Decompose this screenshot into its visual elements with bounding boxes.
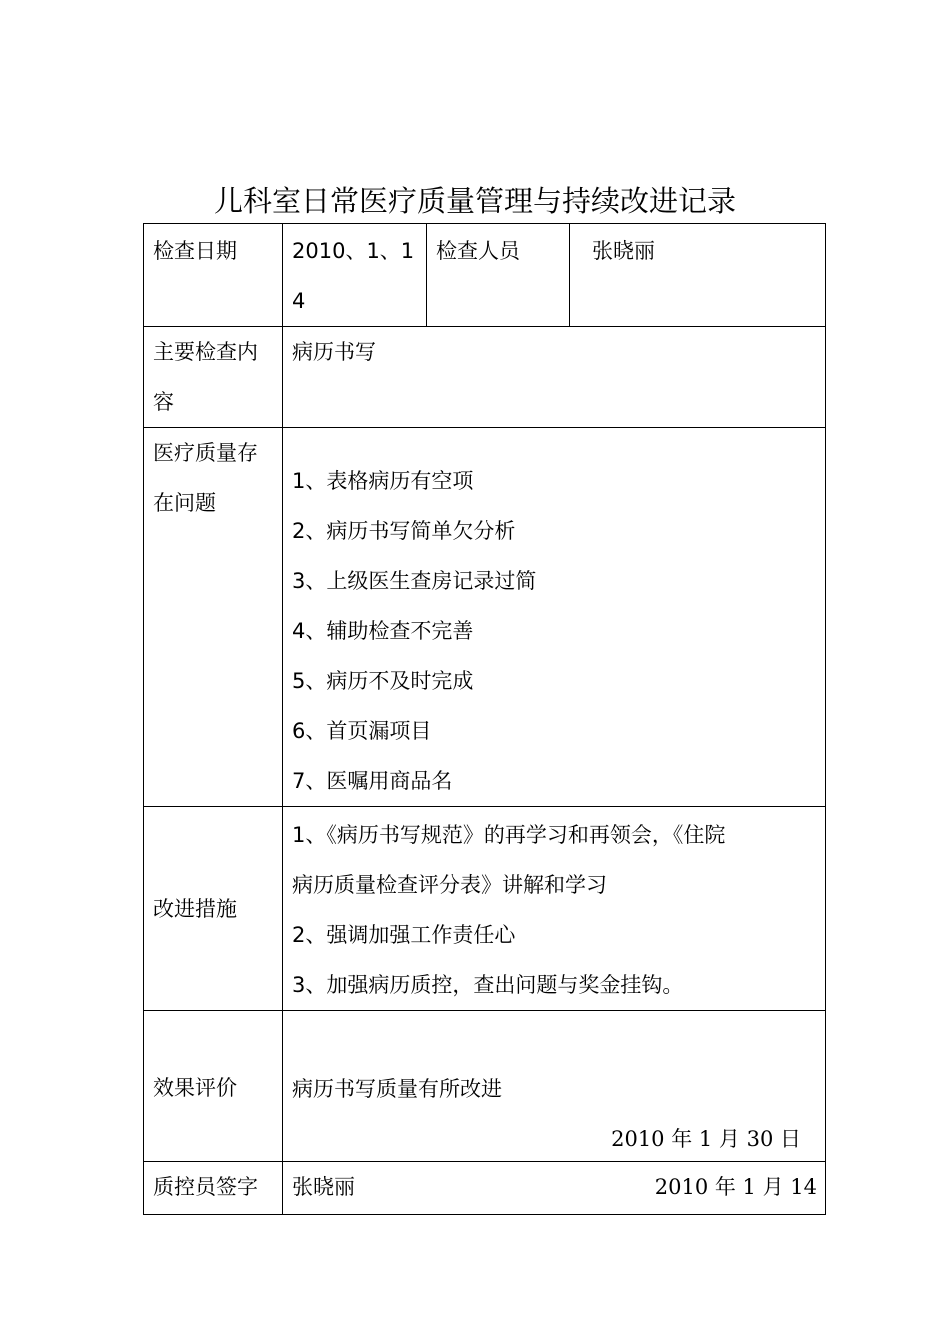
- list-item: 病历质量检查评分表》讲解和学习: [292, 873, 607, 897]
- table-row: [144, 327, 826, 428]
- qc-signature-cell: [283, 1162, 826, 1215]
- inspection-date-value-text: 2010、1、14: [292, 239, 415, 313]
- inspection-date-label: [144, 224, 283, 327]
- table-row: [144, 1162, 826, 1215]
- list-item: 1、《病历书写规范》的再学习和再领会，《住院: [292, 823, 726, 847]
- main-content-label: [144, 327, 283, 428]
- list-item: 1、表格病历有空项: [292, 469, 474, 493]
- inspector-label: [427, 224, 570, 327]
- document-title: 儿科室日常医疗质量管理与持续改进记录: [213, 184, 736, 218]
- record-table: [143, 223, 826, 1215]
- table-row: [144, 428, 826, 807]
- inspection-date-value: [283, 224, 427, 327]
- list-item: 7、医嘱用商品名: [292, 769, 453, 793]
- main-content-value-text: 病历书写: [292, 340, 376, 364]
- list-item: 6、首页漏项目: [292, 719, 432, 743]
- inspector-value: [570, 224, 826, 327]
- list-item: 5、病历不及时完成: [292, 669, 474, 693]
- qc-signature-name: 张晓丽: [292, 1175, 355, 1199]
- problems-label: [144, 428, 283, 807]
- list-item: 2、病历书写简单欠分析: [292, 519, 516, 543]
- list-item: 3、上级医生查房记录过简: [292, 569, 537, 593]
- qc-signature-label-text: 质控员签字: [153, 1175, 258, 1199]
- problems-list: [283, 428, 826, 807]
- inspector-value-text: 张晓丽: [592, 239, 655, 263]
- table-row: [144, 224, 826, 327]
- table-row: [144, 1011, 826, 1162]
- list-item: 2、强调加强工作责任心: [292, 923, 516, 947]
- measures-label: [144, 807, 283, 1011]
- effect-cell: [283, 1011, 826, 1162]
- problems-label-text: 医疗质量存在问题: [153, 441, 258, 515]
- list-item: 3、加强病历质控，查出问题与奖金挂钩。: [292, 973, 684, 997]
- list-item: 4、辅助检查不完善: [292, 619, 474, 643]
- table-row: [144, 807, 826, 1011]
- main-content-value: [283, 327, 826, 428]
- qc-signature-label: [144, 1162, 283, 1215]
- inspection-date-label-text: 检查日期: [153, 239, 237, 263]
- effect-label: [144, 1011, 283, 1162]
- qc-signature-date: 2010 年 1 月 14: [654, 1175, 817, 1199]
- inspector-label-text: 检查人员: [436, 239, 520, 263]
- measures-label-text: 改进措施: [153, 896, 237, 921]
- effect-date: 2010 年 1 月 30 日: [611, 1127, 801, 1151]
- effect-text: 病历书写质量有所改进: [292, 1077, 502, 1101]
- measures-list: [283, 807, 826, 1011]
- effect-label-text: 效果评价: [153, 1076, 237, 1100]
- main-content-label-text: 主要检查内容: [153, 340, 258, 414]
